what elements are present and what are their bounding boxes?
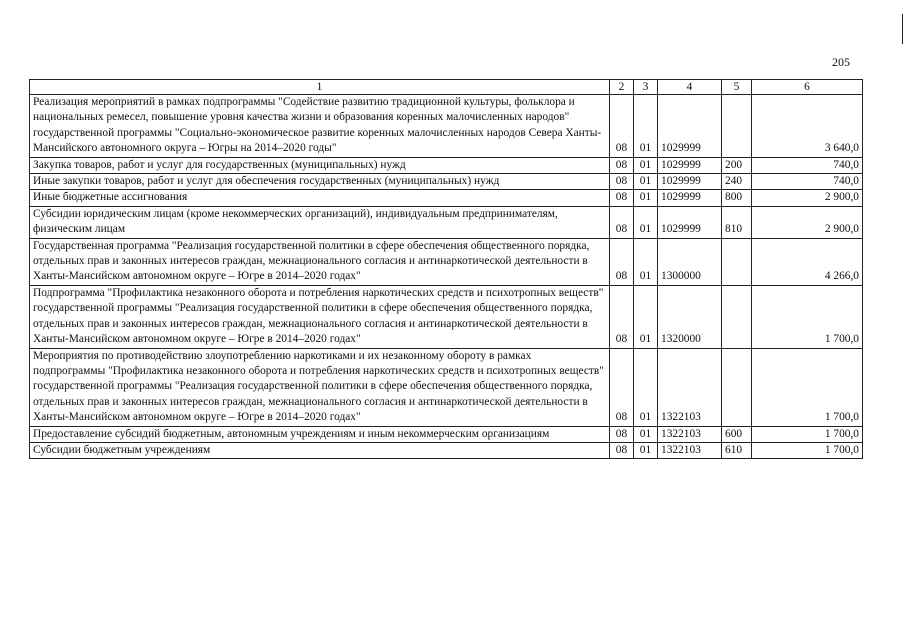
row-subsection: 01	[634, 238, 658, 285]
row-subsection: 01	[634, 348, 658, 426]
row-target-code: 1320000	[658, 285, 722, 348]
row-name: Реализация мероприятий в рамках подпрограммы "Содействие развитию традиционной культуры, фольклора и национальных ремесел, повышение уровня качества жизни и образования коренных малочисленных народов" государственной программы "Социально-экономическое развитие коренных малочисленных народов Севера Ханты-Мансийского автономного округа – Югры на 2014–2020 годы"	[30, 95, 610, 158]
row-expense-type: 200	[722, 157, 752, 173]
row-amount: 1 700,0	[752, 285, 863, 348]
table-row	[30, 238, 863, 285]
row-subsection: 01	[634, 442, 658, 458]
row-section: 08	[610, 285, 634, 348]
row-target-code: 1322103	[658, 348, 722, 426]
row-subsection: 01	[634, 206, 658, 238]
header-col-3: 3	[634, 80, 658, 95]
row-subsection: 01	[634, 285, 658, 348]
row-section: 08	[610, 442, 634, 458]
row-expense-type: 610	[722, 442, 752, 458]
header-col-2: 2	[610, 80, 634, 95]
row-expense-type: 240	[722, 174, 752, 190]
row-expense-type: 600	[722, 426, 752, 442]
table-row	[30, 206, 863, 238]
row-name: Иные бюджетные ассигнования	[30, 190, 610, 206]
page-edge-mark	[902, 14, 903, 44]
row-expense-type	[722, 348, 752, 426]
row-subsection: 01	[634, 190, 658, 206]
row-section: 08	[610, 238, 634, 285]
row-amount: 1 700,0	[752, 348, 863, 426]
row-section: 08	[610, 426, 634, 442]
table-row	[30, 442, 863, 458]
row-amount: 4 266,0	[752, 238, 863, 285]
row-target-code: 1029999	[658, 206, 722, 238]
row-target-code: 1322103	[658, 426, 722, 442]
row-section: 08	[610, 95, 634, 158]
table-row	[30, 190, 863, 206]
row-expense-type	[722, 285, 752, 348]
row-name: Иные закупки товаров, работ и услуг для обеспечения государственных (муниципальных) нужд	[30, 174, 610, 190]
row-name: Предоставление субсидий бюджетным, автономным учреждениям и иным некоммерческим организациям	[30, 426, 610, 442]
header-col-6: 6	[752, 80, 863, 95]
row-target-code: 1300000	[658, 238, 722, 285]
budget-table	[29, 79, 863, 459]
row-amount: 3 640,0	[752, 95, 863, 158]
row-subsection: 01	[634, 426, 658, 442]
row-name: Субсидии бюджетным учреждениям	[30, 442, 610, 458]
row-subsection: 01	[634, 157, 658, 173]
row-name: Мероприятия по противодействию злоупотреблению наркотиками и их незаконному обороту в рамках подпрограммы "Профилактика незаконного оборота и потребления наркотических средств и психотропных веществ" государственной программы "Реализация государственной политики в сфере обеспечения общественного порядка, отдельных прав и законных интересов граждан, межнационального согласия и антинаркотической деятельности в Ханты-Мансийском автономном округе – Югре в 2014–2020 годах"	[30, 348, 610, 426]
row-subsection: 01	[634, 174, 658, 190]
row-subsection: 01	[634, 95, 658, 158]
page-number: 205	[832, 55, 850, 69]
row-name: Субсидии юридическим лицам (кроме некоммерческих организаций), индивидуальным предпринимателям, физическим лицам	[30, 206, 610, 238]
row-section: 08	[610, 206, 634, 238]
row-target-code: 1029999	[658, 174, 722, 190]
table-header-row	[30, 80, 863, 95]
row-amount: 2 900,0	[752, 190, 863, 206]
row-name: Подпрограмма "Профилактика незаконного оборота и потребления наркотических средств и психотропных веществ" государственной программы "Реализация государственной политики в сфере обеспечения общественного порядка, отдельных прав и законных интересов граждан, межнационального согласия и антинаркотической деятельности в Ханты-Мансийском автономном округе – Югре в 2014–2020 годах"	[30, 285, 610, 348]
table-row	[30, 174, 863, 190]
row-target-code: 1029999	[658, 157, 722, 173]
row-amount: 1 700,0	[752, 442, 863, 458]
row-name: Закупка товаров, работ и услуг для государственных (муниципальных) нужд	[30, 157, 610, 173]
row-amount: 740,0	[752, 174, 863, 190]
row-amount: 740,0	[752, 157, 863, 173]
row-target-code: 1029999	[658, 190, 722, 206]
row-expense-type	[722, 238, 752, 285]
row-section: 08	[610, 174, 634, 190]
row-target-code: 1029999	[658, 95, 722, 158]
row-target-code: 1322103	[658, 442, 722, 458]
header-col-4: 4	[658, 80, 722, 95]
table-row	[30, 426, 863, 442]
row-expense-type: 810	[722, 206, 752, 238]
table-row	[30, 285, 863, 348]
row-section: 08	[610, 348, 634, 426]
row-section: 08	[610, 190, 634, 206]
table-row	[30, 157, 863, 173]
row-expense-type	[722, 95, 752, 158]
table-row	[30, 348, 863, 426]
row-expense-type: 800	[722, 190, 752, 206]
row-name: Государственная программа "Реализация государственной политики в сфере обеспечения общественного порядка, отдельных прав и законных интересов граждан, межнационального согласия и антинаркотической деятельности в Ханты-Мансийском автономном округе – Югре в 2014–2020 годах"	[30, 238, 610, 285]
table-row	[30, 95, 863, 158]
row-amount: 2 900,0	[752, 206, 863, 238]
row-section: 08	[610, 157, 634, 173]
row-amount: 1 700,0	[752, 426, 863, 442]
header-col-1: 1	[30, 80, 610, 95]
header-col-5: 5	[722, 80, 752, 95]
